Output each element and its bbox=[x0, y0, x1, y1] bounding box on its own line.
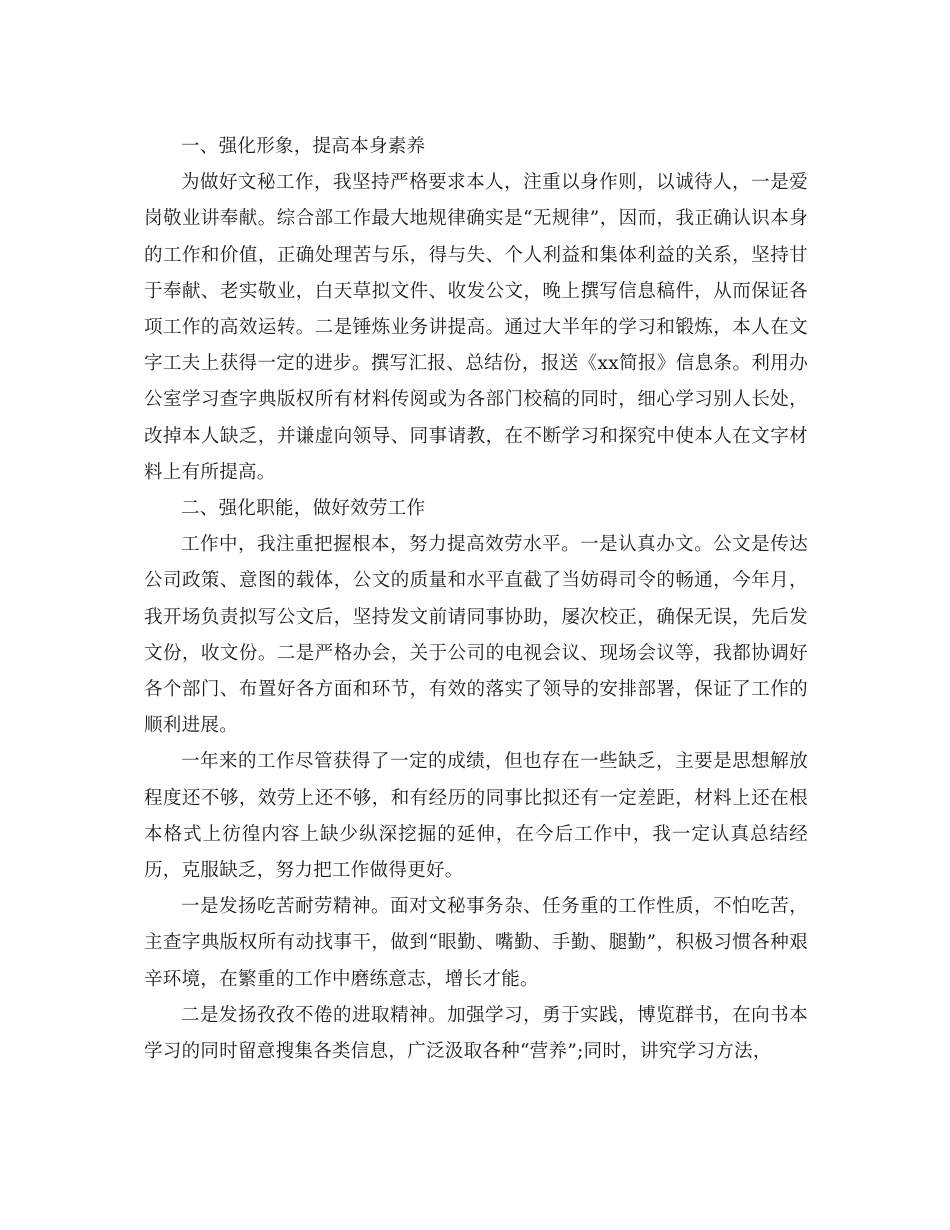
section-heading-2: 二、强化职能，做好效劳工作 bbox=[181, 498, 426, 520]
paragraph-2: 工作中，我注重把握根本，努力提高效劳水平。一是认真办文。公文是传达公司政策、意图的载体，公文的质量和水平直截了当妨碍司令的畅通，今年月，我开场负责拟写公文后，坚持发文前请同事协助，屡次校正，确保无误，先后发文份，收文份。二是严格办会，关于公司的电视会议、现场会议等，我都协调好各个部门、布置好各方面和环节，有效的落实了领导的安排部署，保证了工作的顺利进展。 bbox=[144, 534, 808, 737]
paragraph-5: 二是发扬孜孜不倦的进取精神。加强学习，勇于实践，博览群书，在向书本学习的同时留意搜集各类信息，广泛汲取各种“营养”;同时，讲究学习方法， bbox=[144, 1004, 808, 1063]
document-body bbox=[144, 129, 808, 1070]
paragraph-3: 一年来的工作尽管获得了一定的成绩，但也存在一些缺乏，主要是思想解放程度还不够，效劳上还不够，和有经历的同事比拟还有一定差距，材料上还在根本格式上彷徨内容上缺少纵深挖掘的延伸，在今后工作中，我一定认真总结经历，克服缺乏，努力把工作做得更好。 bbox=[144, 751, 808, 882]
paragraph-4: 一是发扬吃苦耐劳精神。面对文秘事务杂、任务重的工作性质，不怕吃苦，主查字典版权所有动找事干，做到“眼勤、嘴勤、手勤、腿勤”，积极习惯各种艰辛环境，在繁重的工作中磨练意志，增长才能。 bbox=[144, 896, 808, 990]
paragraph-1: 为做好文秘工作，我坚持严格要求本人，注重以身作则，以诚待人，一是爱岗敬业讲奉献。综合部工作最大地规律确实是“无规律”，因而，我正确认识本身的工作和价值，正确处理苦与乐，得与失、个人利益和集体利益的关系，坚持甘于奉献、老实敬业，白天草拟文件、收发公文，晚上撰写信息稿件，从而保证各项工作的高效运转。二是锤炼业务讲提高。通过大半年的学习和锻炼，本人在文字工夫上获得一定的进步。撰写汇报、总结份，报送《xx简报》信息条。利用办公室学习查字典版权所有材料传阅或为各部门校稿的同时，细心学习别人长处，改掉本人缺乏，并谦虚向领导、同事请教，在不断学习和探究中使本人在文字材料上有所提高。 bbox=[144, 172, 808, 483]
section-heading-1: 一、强化形象，提高本身素养 bbox=[181, 136, 426, 157]
